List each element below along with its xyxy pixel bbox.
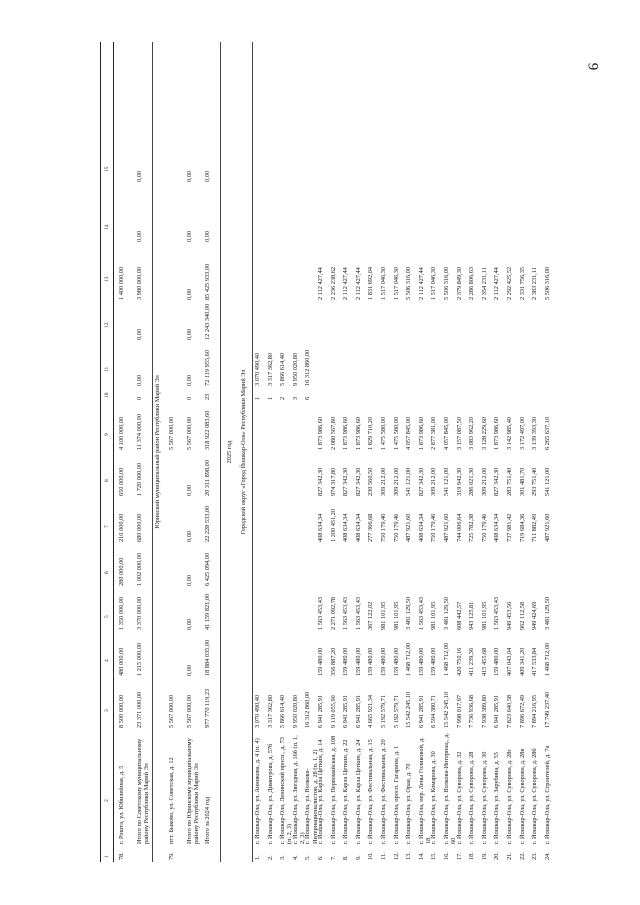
amount-cell: 949 453,56 xyxy=(506,601,513,630)
amount-cell: 210 000,00 xyxy=(118,513,125,542)
address-cell: г. Йошкар-Ола, ул. Анникова, д. 4 (п. 4) xyxy=(254,738,261,844)
amount-cell: 0,00 xyxy=(186,484,193,496)
amount-cell: 2 292 425,52 xyxy=(506,266,513,300)
amount-cell: 750 179,46 xyxy=(480,513,488,542)
amount-cell: 737 981,42 xyxy=(506,513,513,542)
amount-cell: 650 000,00 xyxy=(118,467,125,496)
amount-cell: 1 468 712,00 xyxy=(543,642,551,676)
address-cell: Итого за 2024 год xyxy=(204,796,211,844)
address-cell: г. Йошкар-Ола, ул. Волкова-Интернац., д. 60 xyxy=(443,732,458,844)
amount-cell: 159 480,00 xyxy=(367,647,375,676)
amount-cell: 2 080 567,80 xyxy=(329,416,337,450)
amount-cell: 949 424,69 xyxy=(531,601,539,630)
row-number: 18. xyxy=(468,852,476,860)
amount-cell: 0,00 xyxy=(136,328,143,340)
amount-cell: 8 500 000,00 xyxy=(118,694,125,728)
address-cell: г. Йошкар-Ола, ул. Комарова, д. 30 xyxy=(430,751,438,844)
amount-cell: 3 317 362,80 xyxy=(266,352,274,386)
amount-cell: 943 125,81 xyxy=(468,601,476,630)
amount-cell: 0,00 xyxy=(136,230,143,242)
amount-cell: 1 517 046,30 xyxy=(430,266,438,300)
amount-cell: 407 043,04 xyxy=(506,647,513,676)
amount-cell: 0,00 xyxy=(204,230,211,242)
row-number: 17. xyxy=(455,852,463,860)
amount-cell: 318 922 083,60 xyxy=(204,410,211,450)
amount-cell: 5 506 316,00 xyxy=(405,266,413,300)
amount-cell: 750 179,46 xyxy=(392,513,400,542)
amount-cell: 1 563 453,43 xyxy=(493,596,501,630)
amount-cell: 23 xyxy=(204,393,211,400)
amount-cell: 6 941 285,91 xyxy=(342,694,350,728)
row-number: 12. xyxy=(392,852,400,860)
amount-cell: 5 506 316,00 xyxy=(543,266,551,300)
amount-cell: 1 829 710,20 xyxy=(367,416,375,450)
amount-cell: 3 481 129,50 xyxy=(405,596,413,630)
row-number: 2. xyxy=(266,855,274,860)
row-number: 8. xyxy=(342,855,350,860)
amount-cell: 3 139 393,30 xyxy=(531,416,539,450)
amount-cell: 3 481 129,50 xyxy=(543,596,551,630)
row-number: 23. xyxy=(531,852,539,860)
amount-cell: 408 634,34 xyxy=(354,513,362,542)
amount-cell: 0,00 xyxy=(186,288,193,300)
amount-cell: 750 179,46 xyxy=(380,513,387,542)
amount-cell: 3 083 962,20 xyxy=(468,416,476,450)
amount-cell: 0,00 xyxy=(136,374,143,386)
amount-cell: 3 172 497,00 xyxy=(518,416,526,450)
amount-cell: 981 101,95 xyxy=(380,601,387,630)
amount-cell: 1 517 046,30 xyxy=(392,266,400,300)
address-cell: г. Йошкар-Ола, ул. Первомайская, д. 108 xyxy=(329,735,337,844)
amount-cell: 16 312 860,00 xyxy=(304,349,312,386)
amount-cell: 5 567 000,00 xyxy=(168,694,175,728)
amount-cell: 1 873 986,60 xyxy=(317,416,324,450)
amount-cell: 356 887,20 xyxy=(329,647,337,676)
amount-cell: 85 425 933,00 xyxy=(204,263,211,300)
amount-cell: 0,00 xyxy=(204,170,211,182)
amount-cell: 417 533,84 xyxy=(531,647,539,676)
amount-cell: 3 481 129,50 xyxy=(443,596,450,630)
address-cell: г. Йошкар-Ола, ул. Строителей, д. 7а xyxy=(543,745,551,844)
amount-cell: 5 192 579,71 xyxy=(392,694,400,728)
address-cell: г. Йошкар-Ола, ул. Карла Цеткин, д. 24 xyxy=(354,739,362,844)
amount-cell: 0,00 xyxy=(186,230,193,242)
address-cell: г. Йошкар-Ола, ул. Фестивальная, д. 20 xyxy=(380,739,387,844)
address-cell: Итого по Юринскому муниципальному району Республики Марий Эл xyxy=(186,738,201,844)
amount-cell: 12 243 340,00 xyxy=(204,303,211,340)
amount-cell: 750 179,46 xyxy=(430,513,438,542)
amount-cell: 977 770 119,23 xyxy=(204,688,211,728)
amount-cell: 1 475 580,00 xyxy=(380,416,387,450)
amount-cell: 319 942,30 xyxy=(455,467,463,496)
amount-cell: 0,00 xyxy=(186,328,193,340)
amount-cell: 1 468 712,00 xyxy=(443,642,450,676)
amount-cell: 3 980 000,00 xyxy=(136,266,143,300)
amount-cell: 309 212,00 xyxy=(392,467,400,496)
column-number: 1 xyxy=(104,855,110,858)
amount-cell: 286 021,30 xyxy=(468,467,476,496)
address-cell: г. Йошкар-Ола, ул. Орая, д. 70 xyxy=(405,763,413,844)
row-number: 24. xyxy=(543,852,551,860)
column-number: 9 xyxy=(104,433,110,436)
amount-cell: 1 720 000,00 xyxy=(136,462,143,496)
row-number: 78. xyxy=(118,852,125,860)
amount-cell: 409 341,20 xyxy=(518,647,526,676)
amount-cell: 408 634,34 xyxy=(317,513,324,542)
amount-cell: 981 101,95 xyxy=(430,601,438,630)
amount-cell: 827 342,30 xyxy=(493,467,501,496)
amount-cell: 3 142 985,40 xyxy=(506,416,513,450)
amount-cell: 0,00 xyxy=(186,664,193,676)
amount-cell: 2 112 427,44 xyxy=(417,267,425,300)
amount-cell: 974 317,80 xyxy=(329,467,337,496)
amount-cell: 744 006,64 xyxy=(455,513,463,542)
column-number: 2 xyxy=(104,799,110,802)
row-number: 19. xyxy=(480,852,488,860)
amount-cell: 9 950 020,80 xyxy=(291,352,299,386)
row-number: 5. xyxy=(304,855,312,860)
amount-cell: 6 941 285,91 xyxy=(493,694,501,728)
amount-cell: 0,00 xyxy=(136,170,143,182)
amount-cell: 159 480,00 xyxy=(417,647,425,676)
amount-cell: 7 896 672,49 xyxy=(518,694,526,728)
amount-cell: 408 634,34 xyxy=(417,513,425,542)
amount-cell: 541 121,00 xyxy=(405,467,413,496)
amount-cell: 415 455,68 xyxy=(480,647,488,676)
amount-cell: 3 157 087,50 xyxy=(455,416,463,450)
address-cell: г. Йошкар-Ола, ул. Карла Цеткин, д. 22 xyxy=(342,739,350,844)
amount-cell: 1 873 986,60 xyxy=(493,416,501,450)
amount-cell: 962 112,58 xyxy=(518,601,526,630)
amount-cell: 541 121,00 xyxy=(443,467,450,496)
amount-cell: 2 271 092,78 xyxy=(329,596,337,630)
amount-cell: 1 xyxy=(254,396,261,400)
table-row xyxy=(118,42,132,862)
amount-cell: 827 342,30 xyxy=(317,467,324,496)
address-cell: г. Йошкар-Ола, ул. Фестивальная, д. 15 xyxy=(367,739,375,844)
amount-cell: 5 866 614,40 xyxy=(279,352,287,386)
divider xyxy=(220,42,221,862)
amount-cell: 7 894 216,95 xyxy=(531,694,539,728)
budget-table xyxy=(100,42,620,862)
row-number: 20. xyxy=(493,852,501,860)
amount-cell: 3 370 000,00 xyxy=(136,596,143,630)
table-row xyxy=(136,42,150,862)
table-row xyxy=(186,42,200,862)
amount-cell: 9 119 055,90 xyxy=(329,695,337,728)
address-cell: г. Йошкар-Ола, ул. Суворова, д. 28в xyxy=(518,748,526,844)
amount-cell: 283 751,40 xyxy=(506,467,513,496)
amount-cell: 159 480,00 xyxy=(430,647,438,676)
amount-cell: 2 236 238,62 xyxy=(329,266,337,300)
amount-cell: 1 400 000,00 xyxy=(118,266,125,300)
amount-cell: 408 634,34 xyxy=(493,513,501,542)
amount-cell: 4 057 845,00 xyxy=(405,416,413,450)
address-cell: г. Йошкар-Ола, ул. Суворова, д. 32 xyxy=(455,751,463,844)
amount-cell: 408 634,34 xyxy=(342,513,350,542)
amount-cell: 981 101,95 xyxy=(392,601,400,630)
amount-cell: 277 366,68 xyxy=(367,513,375,542)
amount-cell: 159 480,00 xyxy=(392,647,400,676)
amount-cell: 15 542 245,10 xyxy=(443,691,450,728)
amount-cell: 5 506 316,00 xyxy=(443,266,450,300)
row-number: 22. xyxy=(518,852,526,860)
amount-cell: 827 342,30 xyxy=(417,467,425,496)
amount-cell: 23 371 000,00 xyxy=(136,691,143,728)
row-number: 21. xyxy=(506,852,513,860)
address-cell: пгт. Быково, ул. Советская, д. 12 xyxy=(168,757,175,844)
amount-cell: 0,00 xyxy=(186,574,193,586)
table-row xyxy=(544,42,558,862)
amount-cell: 1 200 451,20 xyxy=(329,508,337,542)
column-number: 10 xyxy=(104,392,110,398)
address-cell: г. Рошта, ул. Юбилейная, д. 5 xyxy=(118,765,125,844)
amount-cell: 11 374 000,00 xyxy=(136,414,143,450)
amount-cell: 7 938 389,80 xyxy=(480,694,488,728)
section-heading: Городской округ «Город Йошкар-Ола» Республики Марий Эл xyxy=(240,369,247,535)
column-number: 7 xyxy=(104,525,110,528)
amount-cell: 1 563 453,43 xyxy=(417,596,425,630)
amount-cell: 1 873 986,60 xyxy=(342,416,350,450)
column-number: 12 xyxy=(104,322,110,328)
amount-cell: 827 342,30 xyxy=(354,467,362,496)
amount-cell: 1 215 000,00 xyxy=(136,642,143,676)
amount-cell: 4 665 921,34 xyxy=(367,694,375,728)
row-number: 13. xyxy=(405,852,413,860)
amount-cell: 2 877 381,00 xyxy=(430,416,438,450)
amount-cell: 5 567 000,00 xyxy=(168,416,175,450)
amount-cell: 1 350 000,00 xyxy=(118,596,125,630)
row-number: 1. xyxy=(254,855,261,860)
amount-cell: 6 941 285,91 xyxy=(354,694,362,728)
amount-cell: 22 228 533,00 xyxy=(204,505,211,542)
amount-cell: 1 563 453,43 xyxy=(342,596,350,630)
amount-cell: 2 379 849,30 xyxy=(455,266,463,300)
row-number: 4. xyxy=(291,855,299,860)
year-heading: 2025 год xyxy=(226,440,233,464)
amount-cell: 3 xyxy=(291,396,299,400)
amount-cell: 159 480,00 xyxy=(354,647,362,676)
column-number: 6 xyxy=(104,571,110,574)
amount-cell: 159 480,00 xyxy=(380,647,387,676)
amount-cell: 17 749 237,40 xyxy=(543,691,551,728)
amount-cell: 4 057 845,00 xyxy=(443,416,450,450)
amount-cell: 230 560,50 xyxy=(367,467,375,496)
row-number: 7. xyxy=(329,855,337,860)
amount-cell: 309 212,00 xyxy=(480,467,488,496)
address-cell: г. Йошкар-Ола, ул. Суворова, д. 28 xyxy=(468,751,476,844)
divider xyxy=(152,42,153,862)
amount-cell: 981 101,95 xyxy=(480,601,488,630)
amount-cell: 827 342,30 xyxy=(342,467,350,496)
amount-cell: 72 119 955,60 xyxy=(204,350,211,386)
amount-cell: 2 112 427,44 xyxy=(493,267,501,300)
amount-cell: 6 941 285,91 xyxy=(317,694,324,728)
amount-cell: 159 480,00 xyxy=(493,647,501,676)
column-number: 11 xyxy=(104,366,110,372)
column-number: 14 xyxy=(104,224,110,230)
amount-cell: 7 823 640,58 xyxy=(506,694,513,728)
amount-cell: 487 921,60 xyxy=(543,513,551,542)
amount-cell: 719 684,36 xyxy=(518,513,526,542)
amount-cell: 3 070 490,40 xyxy=(254,352,261,386)
address-cell: г. Йошкар-Ола, просп. Гагарина, д. 1 xyxy=(392,745,400,844)
amount-cell: 4 100 000,00 xyxy=(118,416,125,450)
amount-cell: 0 xyxy=(186,396,193,400)
amount-cell: 0,00 xyxy=(186,170,193,182)
address-cell: г. Йошкар-Ола, пер. Лены Голиковой, д. 18 xyxy=(417,737,433,844)
amount-cell: 16 312 860,00 xyxy=(304,691,312,728)
amount-cell: 480 000,00 xyxy=(118,647,125,676)
amount-cell: 2 331 756,35 xyxy=(518,266,526,300)
table-row xyxy=(204,42,218,862)
amount-cell: 487 921,60 xyxy=(443,513,450,542)
amount-cell: 5 192 579,71 xyxy=(380,694,387,728)
amount-cell: 2 112 427,44 xyxy=(342,267,350,300)
amount-cell: 3 070 490,40 xyxy=(254,694,261,728)
address-cell: г. Йошкар-Ола, ул. Волкова-Интернационалистов, д. 28 (п. 1, 2) xyxy=(304,749,319,844)
address-cell: г. Йошкар-Ола, ул. Зарубина, д. 55 xyxy=(493,752,501,844)
row-number: 10. xyxy=(367,852,375,860)
row-number: 6. xyxy=(317,855,324,860)
amount-cell: 487 921,60 xyxy=(405,513,413,542)
amount-cell: 1 517 046,30 xyxy=(380,266,387,300)
amount-cell: 1 xyxy=(266,396,274,400)
section-heading: Юринский муниципальный район Республики Марий Эл xyxy=(154,375,161,529)
amount-cell: 541 121,00 xyxy=(543,467,551,496)
amount-cell: 159 480,00 xyxy=(317,647,324,676)
divider xyxy=(252,42,253,862)
amount-cell: 18 884 035,00 xyxy=(204,639,211,676)
amount-cell: 2 354 231,11 xyxy=(480,267,488,300)
row-number: 79. xyxy=(168,852,175,860)
amount-cell: 309 212,00 xyxy=(380,467,387,496)
amount-cell: 5 866 614,40 xyxy=(279,694,287,728)
address-cell: г. Йошкар-Ола, ул. Суворова, д. 30 xyxy=(480,751,488,844)
amount-cell: 20 311 898,00 xyxy=(204,460,211,496)
amount-cell: 9 950 020,80 xyxy=(291,694,299,728)
column-number: 5 xyxy=(104,615,110,618)
amount-cell: 367 122,02 xyxy=(367,601,375,630)
row-number: 15. xyxy=(430,852,438,860)
amount-cell: 1 873 986,60 xyxy=(354,416,362,450)
column-number: 4 xyxy=(104,659,110,662)
address-cell: г. Йошкар-Ола, ул. Суворова, д. 28б xyxy=(531,748,539,844)
column-number-header xyxy=(100,42,114,862)
amount-cell: 1 873 986,60 xyxy=(417,416,425,450)
row-number: 3. xyxy=(279,855,287,860)
amount-cell: 2 112 427,44 xyxy=(317,267,324,300)
address-cell: г. Йошкар-Ола, Ленинский просп., д. 73 (п. 2, 3) xyxy=(279,737,294,844)
amount-cell: 1 831 692,04 xyxy=(367,266,375,300)
amount-cell: 1 475 580,00 xyxy=(392,416,400,450)
amount-cell: 2 112 427,44 xyxy=(354,267,362,300)
amount-cell: 0 xyxy=(136,396,143,400)
amount-cell: 0,00 xyxy=(186,530,193,542)
amount-cell: 3 317 362,80 xyxy=(266,694,274,728)
amount-cell: 6 941 285,91 xyxy=(417,694,425,728)
amount-cell: 6 xyxy=(304,396,312,400)
row-number: 9. xyxy=(354,855,362,860)
row-number: 11. xyxy=(380,852,387,860)
amount-cell: 411 239,36 xyxy=(468,647,476,676)
address-cell: г. Йошкар-Ола, ул. Димитрова, д. 57б xyxy=(266,743,274,844)
column-number: 13 xyxy=(104,276,110,282)
amount-cell: 680 000,00 xyxy=(136,513,143,542)
address-cell: Итого по Советскому муниципальному району Республики Марий Эл xyxy=(136,738,151,844)
address-cell: г. Йошкар-Ола, ул. Суворова, д. 28г xyxy=(506,749,513,844)
row-number: 16. xyxy=(443,852,450,860)
amount-cell: 6 425 094,00 xyxy=(204,552,211,586)
amount-cell: 309 212,00 xyxy=(430,467,438,496)
amount-cell: 2 xyxy=(279,396,287,400)
row-number: 14. xyxy=(417,852,425,860)
amount-cell: 2 286 806,63 xyxy=(468,266,476,300)
amount-cell: 41 159 821,00 xyxy=(204,593,211,630)
amount-cell: 1 563 453,43 xyxy=(354,596,362,630)
amount-cell: 7 736 936,68 xyxy=(468,694,476,728)
amount-cell: 15 542 245,10 xyxy=(405,691,413,728)
amount-cell: 6 265 637,10 xyxy=(543,416,551,450)
amount-cell: 301 481,70 xyxy=(518,467,526,496)
table-row xyxy=(168,42,182,862)
amount-cell: 711 882,49 xyxy=(531,513,539,542)
address-cell: г. Йошкар-Ола, ул. Карла Цеткин, д. 14 xyxy=(317,739,324,844)
amount-cell: 7 998 017,97 xyxy=(455,694,463,728)
amount-cell: 1 468 712,00 xyxy=(405,642,413,676)
address-cell: г. Йошкар-Ола, ул. Звездная, д. 16б (п. 1, 2, 3) xyxy=(291,735,307,844)
amount-cell: 280 000,00 xyxy=(118,557,125,586)
amount-cell: 5 567 000,00 xyxy=(186,416,193,450)
amount-cell: 293 751,40 xyxy=(531,467,539,496)
amount-cell: 5 567 000,00 xyxy=(186,694,193,728)
column-number: 8 xyxy=(104,479,110,482)
amount-cell: 0,00 xyxy=(186,374,193,386)
column-number: 3 xyxy=(104,709,110,712)
amount-cell: 1 563 453,43 xyxy=(317,596,324,630)
amount-cell: 608 442,57 xyxy=(455,601,463,630)
amount-cell: 2 383 231,11 xyxy=(531,267,539,300)
amount-cell: 6 594 380,71 xyxy=(430,694,438,728)
amount-cell: 1 002 000,00 xyxy=(136,552,143,586)
column-number: 15 xyxy=(104,166,110,172)
amount-cell: 3 128 229,60 xyxy=(480,416,488,450)
amount-cell: 0,00 xyxy=(186,618,193,630)
amount-cell: 725 782,38 xyxy=(468,513,476,542)
page-number: 9 xyxy=(584,62,601,71)
amount-cell: 420 750,16 xyxy=(455,647,463,676)
amount-cell: 159 480,00 xyxy=(342,647,350,676)
